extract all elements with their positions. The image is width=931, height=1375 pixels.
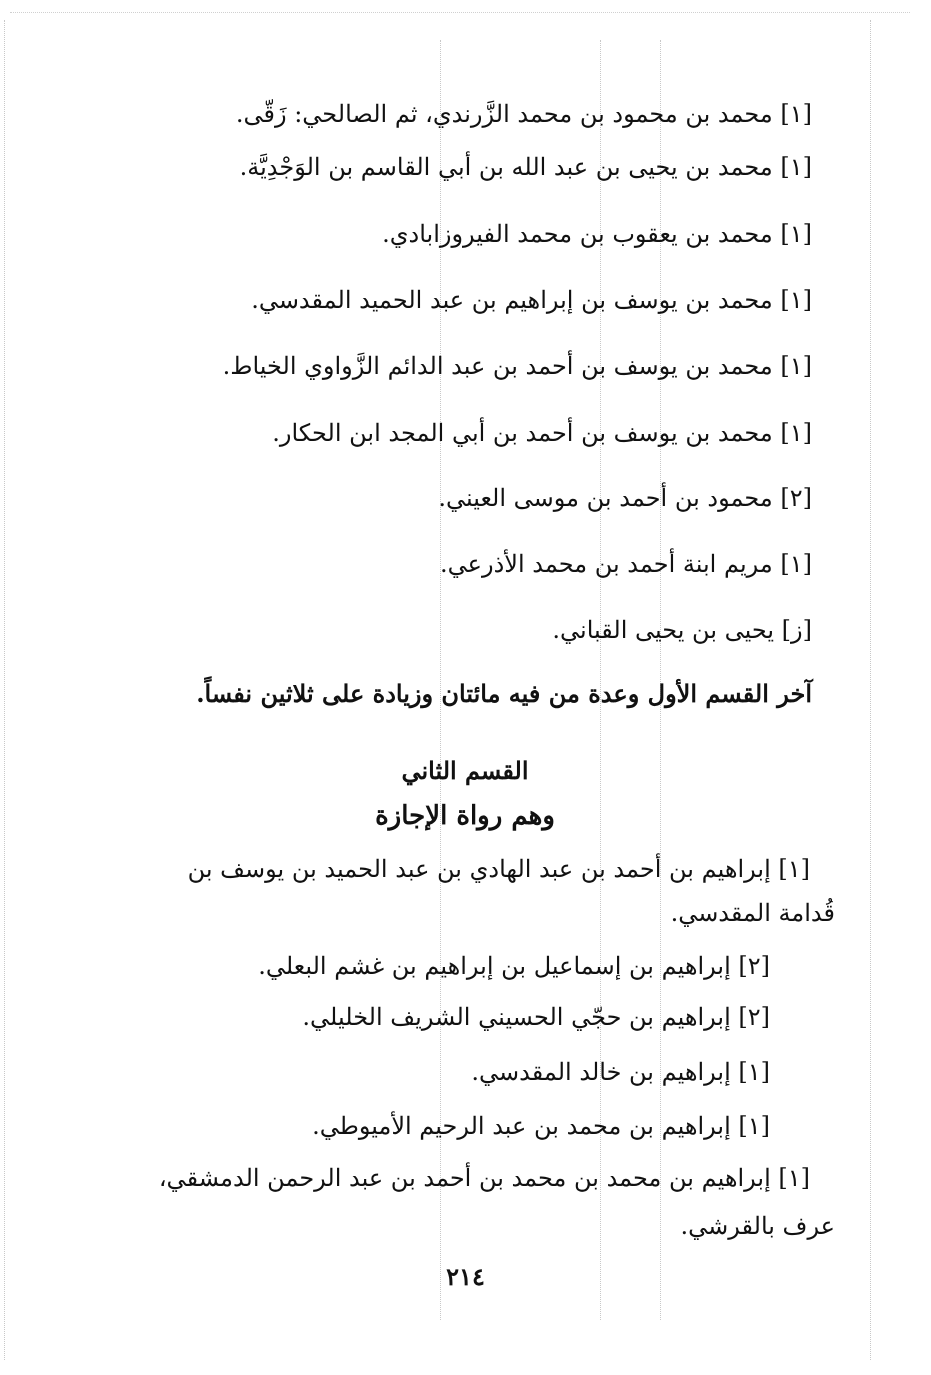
scan-artifact-top: [10, 12, 910, 13]
scan-artifact-left: [4, 20, 5, 1360]
entry2-6-cont: عرف بالقرشي.: [680, 1212, 835, 1240]
entry-9: [ز] يحيى بن يحيى القباني.: [552, 616, 812, 644]
entry-8: [١] مريم ابنة أحمد بن محمد الأذرعي.: [440, 550, 812, 578]
entry2-3: [٢] إبراهيم بن حجّي الحسيني الشريف الخليلي.: [302, 1003, 770, 1031]
entry2-6: [١] إبراهيم بن محمد بن محمد بن أحمد بن عبد الرحمن الدمشقي،: [158, 1164, 810, 1192]
closing-note: آخر القسم الأول وعدة من فيه مائتان وزيادة على ثلاثين نفساً.: [196, 679, 812, 708]
entry-2: [١] محمد بن يحيى بن عبد الله بن أبي القاسم بن الوَجْدِيَّة.: [239, 153, 812, 181]
scan-artifact-right: [870, 20, 871, 1360]
entry-4: [١] محمد بن يوسف بن إبراهيم بن عبد الحميد المقدسي.: [251, 286, 812, 314]
entry-7: [٢] محمود بن أحمد بن موسى العيني.: [438, 484, 812, 512]
entry-3: [١] محمد بن يعقوب بن محمد الفيروزابادي.: [382, 220, 812, 248]
section-title: القسم الثاني: [401, 756, 529, 785]
entry-6: [١] محمد بن يوسف بن أحمد بن أبي المجد ابن الحكار.: [272, 419, 812, 447]
entry2-1-cont: قُدامة المقدسي.: [670, 899, 835, 927]
section-subtitle: وهم رواة الإجازة: [375, 801, 555, 831]
entry2-5: [١] إبراهيم بن محمد بن عبد الرحيم الأميوطي.: [312, 1112, 770, 1140]
entry-5: [١] محمد بن يوسف بن أحمد بن عبد الدائم الزَّواوي الخياط.: [222, 352, 812, 380]
page-number: ٢١٤: [446, 1262, 485, 1291]
entry2-1: [١] إبراهيم بن أحمد بن عبد الهادي بن عبد الحميد بن يوسف بن: [187, 855, 810, 883]
entry2-2: [٢] إبراهيم بن إسماعيل بن إبراهيم بن غشم البعلي.: [258, 952, 770, 980]
entry-1: [١] محمد بن محمود بن محمد الزَّرندي، ثم الصالحي: زَقّى.: [235, 100, 812, 128]
entry2-4: [١] إبراهيم بن خالد المقدسي.: [471, 1058, 770, 1086]
